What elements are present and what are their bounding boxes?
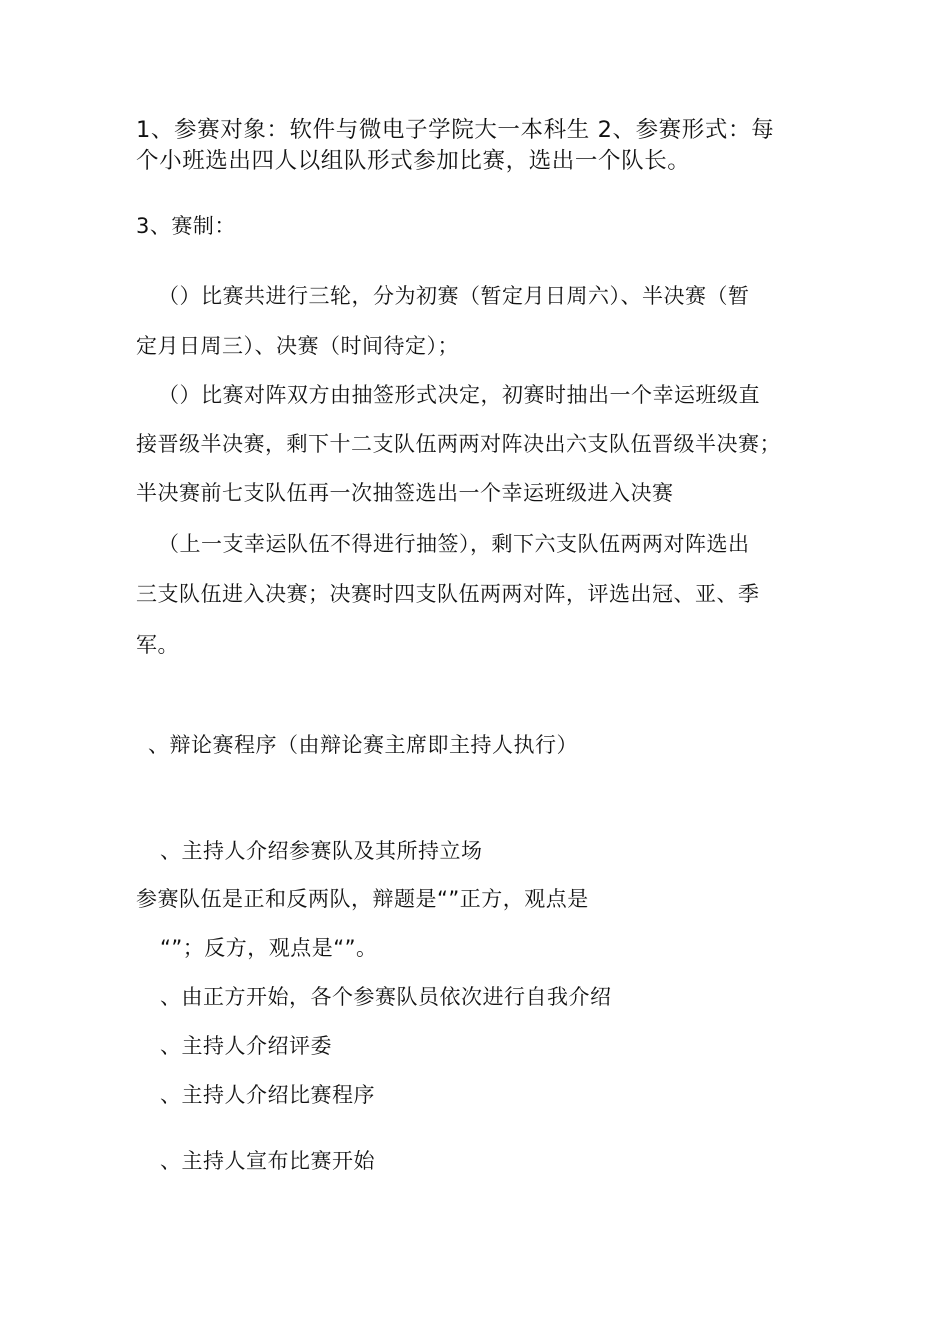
participants-and-format-line: 1、参赛对象：软件与微电子学院大一本科生 2、参赛形式：每	[136, 117, 775, 143]
procedure-step-self-introduction: 、由正方开始，各个参赛队员依次进行自我介绍	[160, 985, 612, 1009]
procedure-teams-line-2: “”；反方，观点是“”。	[160, 936, 378, 960]
procedure-step-introduce-procedure: 、主持人介绍比赛程序	[160, 1083, 375, 1107]
rules-item-2-line-4: （上一支幸运队伍不得进行抽签），剩下六支队伍两两对阵选出	[158, 532, 750, 556]
section-heading-debate-procedure: 、辩论赛程序（由辩论赛主席即主持人执行）	[148, 733, 578, 757]
rules-item-1-line-1: （）比赛共进行三轮，分为初赛（暂定月日周六）、半决赛（暂	[158, 284, 750, 308]
rules-item-2-line-2: 接晋级半决赛，剩下十二支队伍两两对阵决出六支队伍晋级半决赛；	[136, 432, 781, 456]
procedure-step-introduce-teams: 、主持人介绍参赛队及其所持立场	[160, 839, 483, 863]
procedure-teams-line-1: 参赛队伍是正和反两队，辩题是“”正方，观点是	[136, 887, 589, 911]
format-continuation-line: 个小班选出四人以组队形式参加比赛，选出一个队长。	[136, 148, 691, 174]
rules-item-2-line-1: （）比赛对阵双方由抽签形式决定，初赛时抽出一个幸运班级直	[158, 383, 760, 407]
rules-item-2-line-3: 半决赛前七支队伍再一次抽签选出一个幸运班级进入决赛	[136, 481, 674, 505]
rules-item-2-line-6: 军。	[136, 633, 179, 657]
procedure-step-introduce-judges: 、主持人介绍评委	[160, 1034, 332, 1058]
section-heading-rules: 3、赛制：	[136, 214, 236, 238]
rules-item-1-line-2: 定月日周三）、决赛（时间待定）；	[136, 334, 459, 358]
rules-item-2-line-5: 三支队伍进入决赛；决赛时四支队伍两两对阵，评选出冠、亚、季	[136, 582, 760, 606]
procedure-step-announce-start: 、主持人宣布比赛开始	[160, 1149, 375, 1173]
